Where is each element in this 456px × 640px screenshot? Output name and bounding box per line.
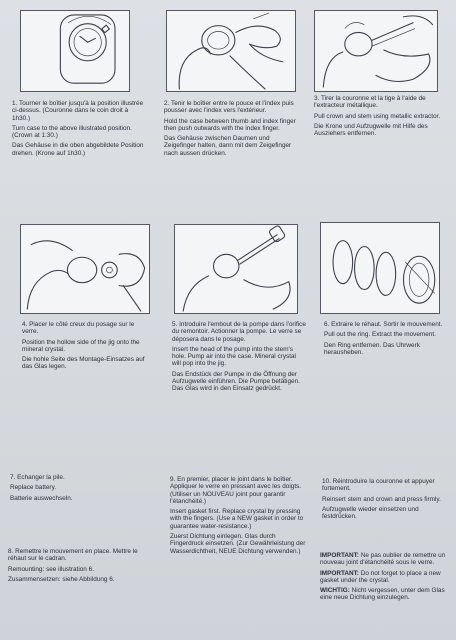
step-fr: Réintroduire la couronne et appuyer fortement.: [322, 478, 435, 493]
step-7-text: [10, 474, 150, 505]
illustration-step-4: [20, 224, 150, 314]
ring-and-movement-icon: [321, 223, 439, 313]
step-de: Die hohle Seite des Montage-Einsatzes auf das Glas legen.: [22, 356, 145, 371]
step-5-text: [172, 321, 306, 396]
step-number: 7.: [10, 474, 16, 481]
illustration-step-3: [314, 10, 438, 92]
illustration-step-5: [174, 224, 298, 314]
step-fr: En premier, placer le joint dans le boîtier. Appliquer le verre en pressant avec les doigts. (Utiliser un NOUVEAU joint pour garantir l'étanchéité.): [170, 476, 302, 505]
important-text-en: Do not forget to place a new gasket under the crystal.: [320, 569, 441, 584]
step-1-text: [12, 100, 146, 160]
step-en: Reinsert stem and crown and press firmly.: [322, 495, 441, 503]
step-number: 2.: [164, 100, 170, 107]
step-en: Insert gasket first. Replace crystal by pressing with the fingers. (Use a NEW gasket in order to guarantee water-resistance.): [170, 508, 304, 530]
step-de: Das Gehäuse zwischen Daumen und Zeigefinger halten, dann mit dem Zeigefinger nach aussen drücken.: [164, 135, 292, 157]
step-de: Batterie auswechseln.: [10, 494, 73, 502]
important-label-de: WICHTIG:: [320, 587, 350, 595]
step-number: 9.: [170, 476, 176, 483]
step-de: Zusammensetzen: siehe Abbildung 6.: [8, 575, 115, 583]
illustration-step-1: [20, 10, 130, 92]
step-fr: Tenir le boîtier entre le pouce et l'index puis pousser avec l'index vers l'extérieur.: [164, 100, 294, 115]
step-en: Remounting: see illustration 6.: [8, 565, 94, 573]
step-fr: Extraire le réhaut. Sortir le mouvement.: [331, 321, 443, 328]
step-9-text: [170, 476, 310, 558]
hand-placing-jig-icon: [21, 225, 149, 313]
step-en: Insert the head of the pump into the stem's hole. Pump air into the case. Mineral crystal will pop into the jig.: [172, 345, 296, 368]
step-number: 5.: [172, 321, 178, 328]
step-de: Den Ring entfernen. Das Uhrwerk herausheben.: [324, 341, 420, 356]
step-en: Position the hollow side of the jig onto the mineral crystal.: [22, 338, 140, 353]
pump-into-stem-icon: [175, 225, 297, 313]
important-label-en: IMPORTANT:: [320, 569, 359, 577]
step-fr: Placer le côté creux du posage sur le verre.: [22, 321, 135, 336]
illustration-step-2: [166, 10, 296, 92]
hand-holding-case-icon: [167, 11, 295, 91]
illustration-step-6: [320, 222, 440, 314]
extractor-pulling-crown-icon: [315, 11, 437, 91]
step-number: 3.: [314, 95, 320, 102]
important-notes: [320, 552, 450, 605]
step-fr: Remettre le mouvement en place. Mettre le réhaut sur le cadran.: [8, 548, 138, 563]
step-number: 10.: [322, 478, 331, 485]
step-number: 6.: [324, 321, 330, 328]
step-fr: Introduire l'embout de la pompe dans l'orifice du remontoir. Actionner la pompe. Le verre se déposera dans le posage.: [172, 321, 306, 343]
step-6-text: [324, 321, 446, 359]
step-de: Das Endstück der Pumpe in die Öffnung der Aufzugwelle einführen. Die Pumpe betätigen. Das Glas wird in den Einsatz gedrückt.: [172, 370, 300, 393]
step-de: Das Gehäuse in die oben abgebildete Position drehen. (Krone auf 1h30.): [12, 142, 144, 157]
step-en: Pull crown and stem using metallic extractor.: [314, 112, 441, 120]
step-en: Turn case to the above illustrated position. (Crown at 1:30.): [12, 124, 132, 140]
step-number: 4.: [22, 321, 28, 328]
important-text-de: Nicht vergessen, unter dem Glas eine neue Dichtung einzulegen.: [320, 587, 445, 602]
watch-case-icon: [21, 11, 129, 91]
step-en: Hold the case between thumb and index finger then push outwards with the index finger.: [164, 117, 296, 132]
step-number: 8.: [8, 548, 14, 555]
step-fr: Tourner le boîtier jusqu'à la position illustrée ci-dessus. (Couronne dans le coin droit à 1h30.): [12, 100, 144, 122]
step-10-text: [322, 478, 448, 523]
step-number: 1.: [12, 100, 18, 107]
step-fr: Tirer la couronne et la tige à l'aide de l'extracteur métallique.: [314, 95, 426, 110]
step-en: Pull out the ring. Extract the movement.: [324, 331, 436, 339]
step-de: Aufzugwelle wieder einsetzen und festdrücken.: [322, 505, 419, 521]
step-en: Replace battery.: [10, 484, 57, 492]
step-4-text: [22, 321, 152, 374]
step-fr: Echanger la pile.: [17, 474, 65, 481]
step-3-text: [314, 95, 448, 140]
step-2-text: [164, 100, 302, 160]
important-label-fr: IMPORTANT:: [320, 552, 359, 559]
step-de: Die Krone und Aufzugwelle mit Hilfe des Ausziehers entfernen.: [314, 122, 428, 138]
step-de: Zuerst Dichtung einlegen. Glas durch Fingerdruck einsetzen. (Zur Gewährleistung der Wasserdichtheit, NEUE Dichtung verwenden.): [170, 533, 306, 555]
important-text-fr: Ne pas oublier de remettre un nouveau joint d'étanchéité sous le verre.: [320, 552, 446, 567]
step-8-text: [8, 548, 148, 586]
